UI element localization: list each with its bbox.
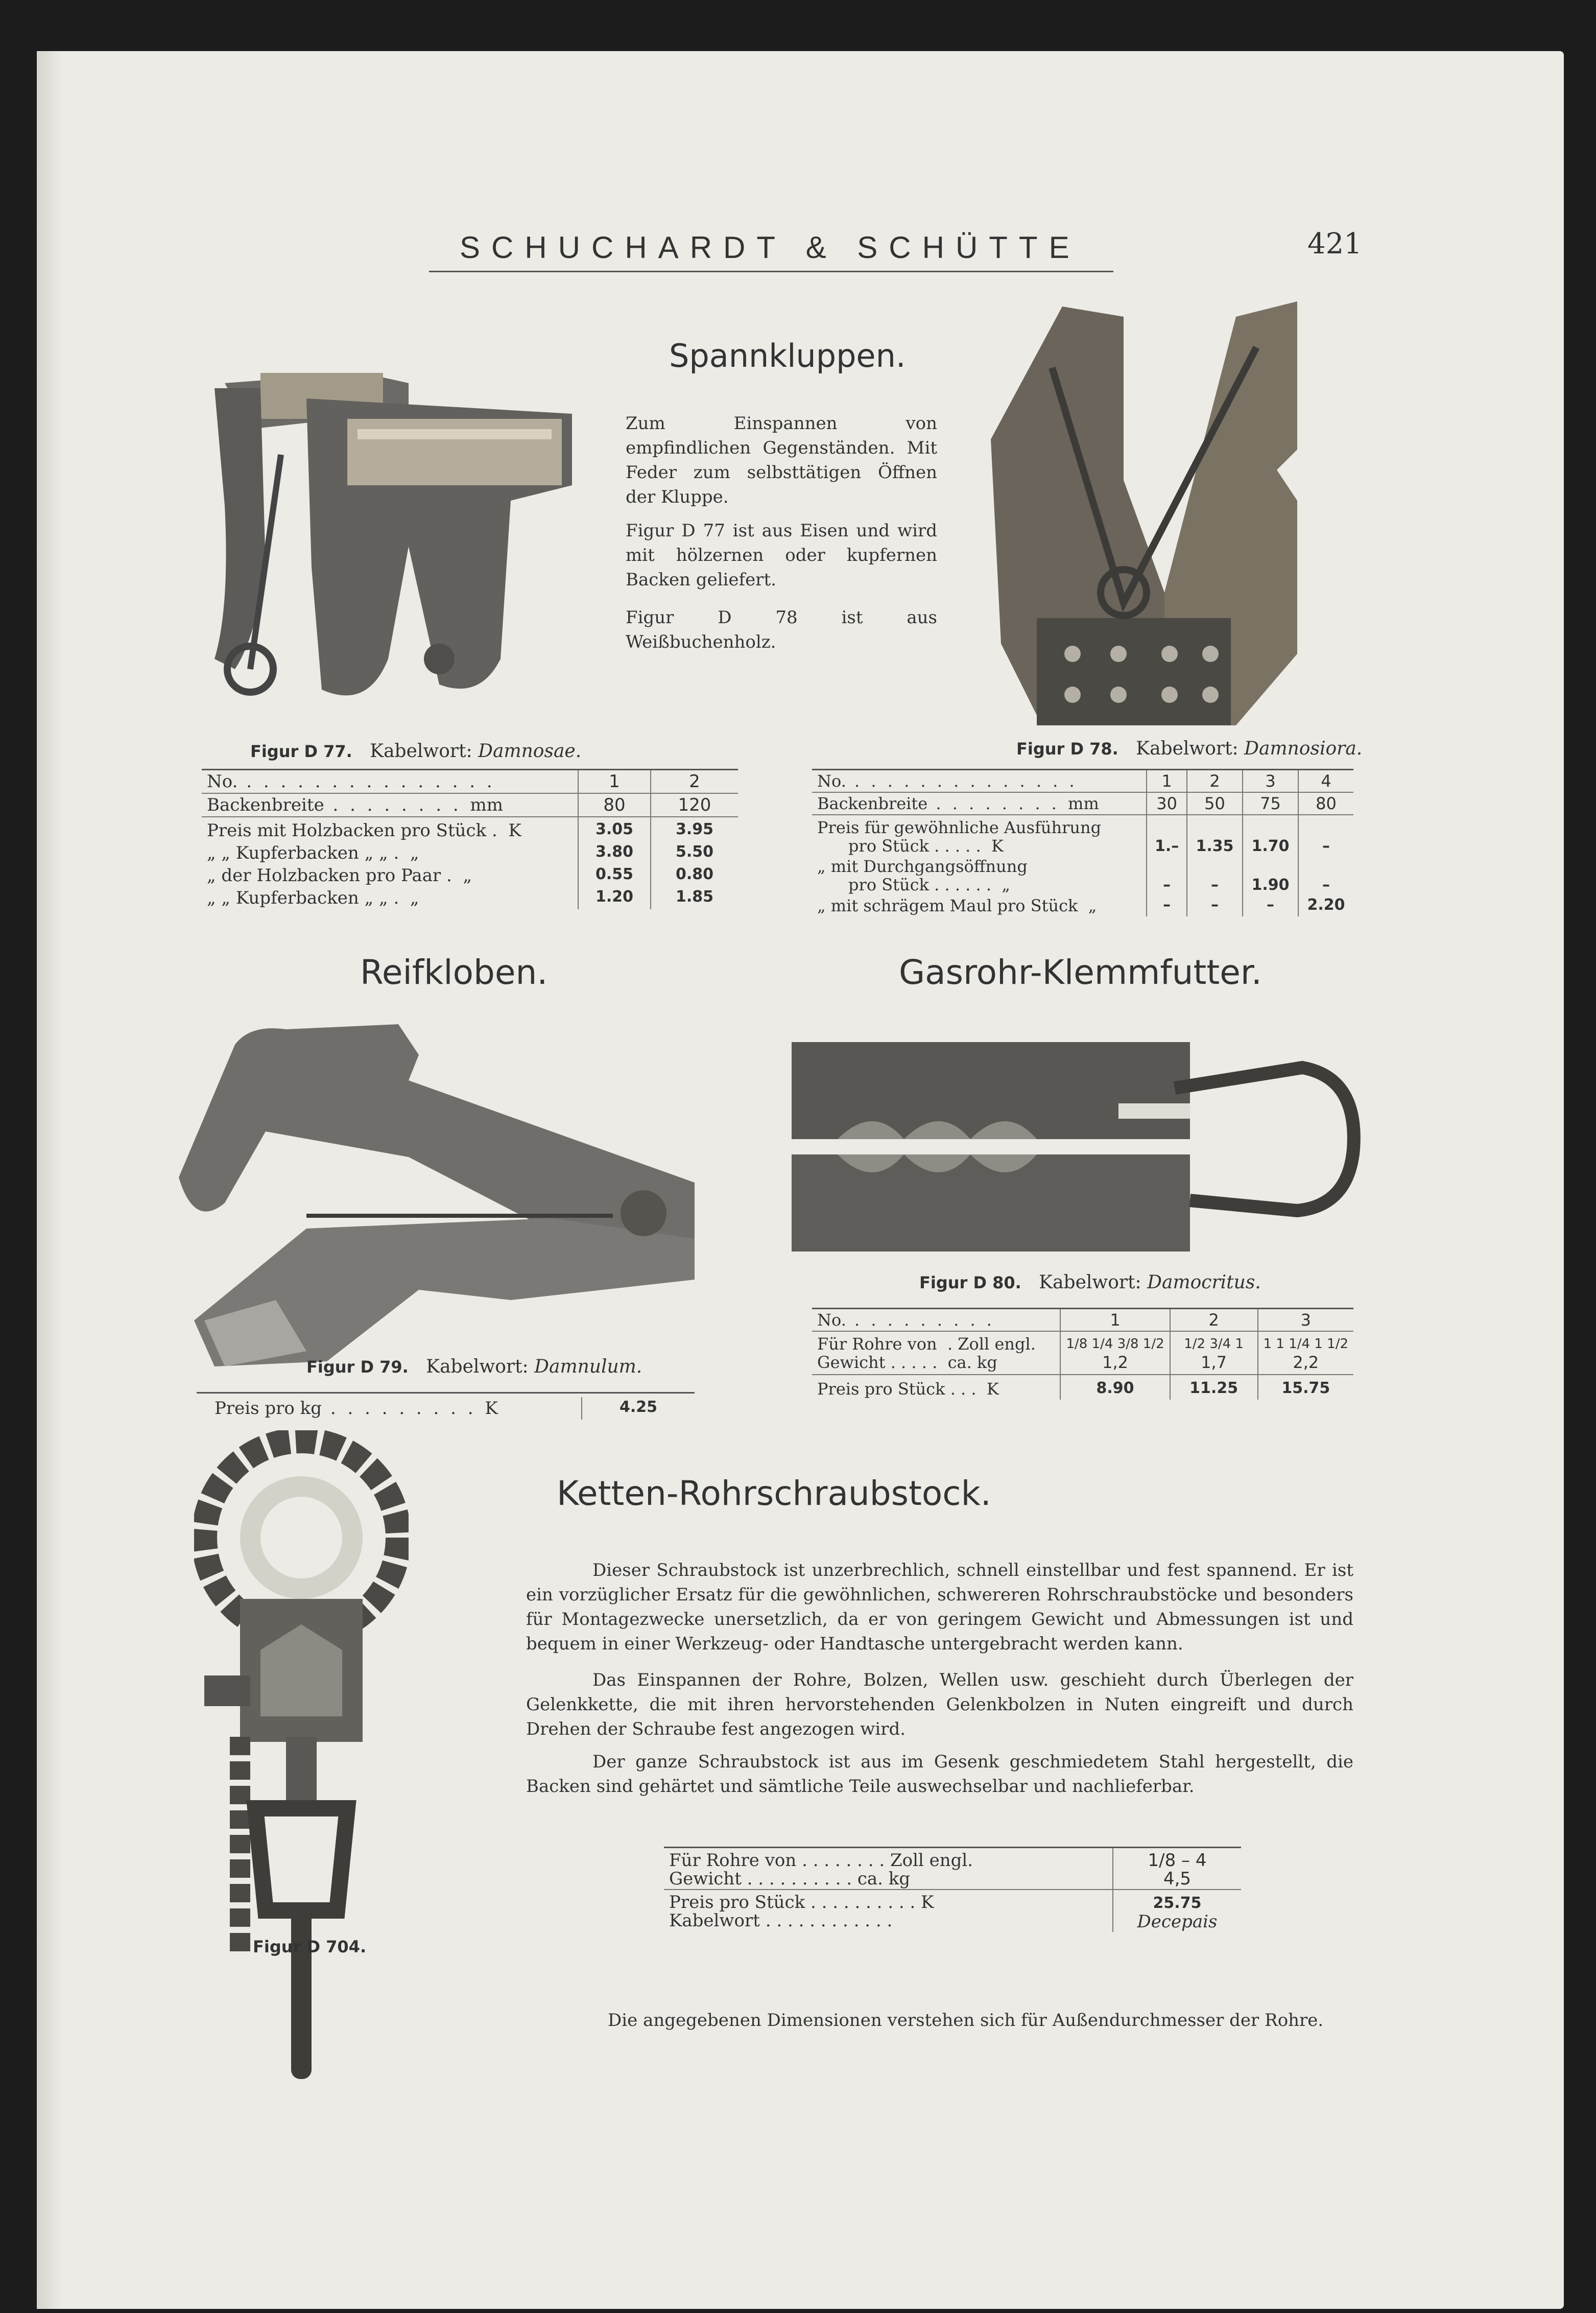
row-label-text: „ „ Kupferbacken „ „ . <box>207 888 399 908</box>
table-cell: 15.75 <box>1258 1375 1353 1400</box>
header-company: SCHUCHARDT & SCHÜTTE <box>460 230 1081 265</box>
rohre-label: Für Rohre von . . . . . . . . Zoll engl. <box>669 1850 973 1871</box>
price-rule <box>197 1392 695 1394</box>
table-d77 <box>202 769 738 909</box>
col-label: No. . . . . . . . . . <box>812 1309 1060 1332</box>
table-cell: 3.05 <box>578 817 651 842</box>
figure-d79-caption <box>306 1356 642 1377</box>
backenbreite-label: Backenbreite <box>207 795 324 815</box>
table-cell: – <box>1243 895 1298 916</box>
table-cell: 80 <box>578 793 651 817</box>
unit: K <box>991 836 1004 856</box>
table-cell: 1.20 <box>578 887 651 909</box>
table-cell: 11.25 <box>1170 1375 1258 1400</box>
table-cell: 3.80 <box>578 842 651 864</box>
rohre-value: 1/8 1/4 3/8 1/2 <box>1066 1336 1164 1352</box>
table-cell: – <box>1187 895 1243 916</box>
reifkloben-title: Reifkloben. <box>360 953 548 992</box>
unit: „ <box>410 888 419 908</box>
rohre-value: 1 1 1/4 1 1/2 <box>1263 1336 1348 1352</box>
table-cell: 80 <box>1298 792 1353 815</box>
col-header: 3 <box>1258 1309 1353 1332</box>
row-label <box>812 815 1147 856</box>
row-label <box>812 856 1147 895</box>
row-label-text: „ „ Kupferbacken „ „ . <box>207 843 399 863</box>
table-d78 <box>812 769 1353 916</box>
row-label-text: Preis für gewöhnliche Ausführung <box>817 818 1102 837</box>
col-header: 2 <box>1170 1309 1258 1332</box>
table-cell: 1.– <box>1147 815 1187 856</box>
gewicht-value: 1,2 <box>1102 1353 1128 1372</box>
figure-d77-label: Figur D 77. <box>250 742 352 761</box>
table-cell: 30 <box>1147 792 1187 815</box>
col-header: 1 <box>1147 770 1187 793</box>
no-label: No. <box>207 771 238 792</box>
unit: mm <box>1068 794 1099 813</box>
row-label: Backenbreite . . . . . . . . mm <box>202 793 578 817</box>
table-d80 <box>812 1308 1353 1400</box>
figure-d79-label: Figur D 79. <box>306 1357 409 1377</box>
figure-d80-image <box>781 1037 1364 1262</box>
kabelwort-value: Decepais <box>1137 1911 1218 1932</box>
table-cell: 1.90 <box>1243 856 1298 895</box>
gewicht-value: 4,5 <box>1163 1869 1192 1889</box>
rohre-value: 1/2 3/4 1 <box>1184 1336 1244 1352</box>
unit: ca. kg <box>947 1353 997 1372</box>
table-d79 <box>209 1397 695 1420</box>
preis-label: Preis pro Stück . . . <box>817 1379 976 1399</box>
rohre-value: 1/8 – 4 <box>1148 1850 1207 1871</box>
gasrohr-title: Gasrohr-Klemmfutter. <box>899 953 1262 992</box>
row-label-text: „ mit schrägem Maul pro Stück <box>817 896 1078 915</box>
kabelwort-value: Damnosae. <box>478 741 582 762</box>
kabelwort-label: Kabelwort: <box>1039 1272 1141 1293</box>
unit: . Zoll engl. <box>947 1334 1036 1354</box>
col-header: 1 <box>1060 1309 1170 1332</box>
col-label: No. . . . . . . . . . . . . . . <box>812 770 1147 793</box>
row-label <box>664 1890 1113 1932</box>
figure-d78-label: Figur D 78. <box>1016 739 1118 759</box>
table-d704 <box>664 1847 1241 1932</box>
gewicht-label: Gewicht . . . . . . . . . . ca. kg <box>669 1869 911 1889</box>
col-header: 2 <box>1187 770 1243 793</box>
unit: K <box>508 820 521 841</box>
table-cell: – <box>1298 815 1353 856</box>
table-cell: 0.80 <box>651 864 738 887</box>
table-cell <box>1060 1331 1170 1375</box>
row-label-text: pro Stück . . . . . . <box>848 875 992 894</box>
page-gutter <box>37 51 62 2309</box>
row-label-text: Preis mit Holzbacken pro Stück . <box>207 820 497 841</box>
table-cell <box>1258 1331 1353 1375</box>
rohre-label: Für Rohre von <box>817 1334 937 1354</box>
col-header: 3 <box>1243 770 1298 793</box>
col-label: No. . . . . . . . . . . . . . . . <box>202 770 578 794</box>
page-number: 421 <box>1307 227 1362 261</box>
gewicht-label: Gewicht . . . . . <box>817 1353 938 1372</box>
table-cell: 1.85 <box>651 887 738 909</box>
table-cell: 5.50 <box>651 842 738 864</box>
figure-d78-caption <box>1016 738 1362 759</box>
unit: „ <box>410 843 419 863</box>
preis-label: Preis pro Stück . . . . . . . . . . K <box>669 1892 934 1913</box>
row-label <box>202 887 578 909</box>
kabelwort-value: Damnulum. <box>534 1356 642 1377</box>
no-label: No. <box>817 1310 846 1330</box>
col-header: 1 <box>578 770 651 794</box>
figure-d80-label: Figur D 80. <box>919 1273 1021 1292</box>
table-cell: 3.95 <box>651 817 738 842</box>
figure-d78-image <box>970 286 1338 730</box>
figure-d704-label: Figur D 704. <box>253 1937 367 1956</box>
figure-d80-caption <box>919 1272 1261 1293</box>
col-header: 4 <box>1298 770 1353 793</box>
table-cell: – <box>1298 856 1353 895</box>
spannkluppen-para2: Figur D 77 ist aus Eisen und wird mit hölzernen oder kupfernen Backen geliefert. <box>626 521 937 590</box>
spannkluppen-para3: Figur D 78 ist aus Weißbuchenholz. <box>626 607 937 652</box>
kabelwort-label: Kabelwort . . . . . . . . . . . . <box>669 1910 893 1931</box>
table-cell: 2.20 <box>1298 895 1353 916</box>
table-cell: – <box>1147 856 1187 895</box>
kabelwort-label: Kabelwort: <box>426 1356 529 1377</box>
kabelwort-label: Kabelwort: <box>1136 738 1238 759</box>
kabelwort-value: Damocritus. <box>1147 1272 1261 1293</box>
row-label: Backenbreite . . . . . . . . mm <box>812 792 1147 815</box>
footnote: Die angegebenen Dimensionen verstehen sich für Außendurchmesser der Rohre. <box>608 2010 1324 2031</box>
table-cell: 1.35 <box>1187 815 1243 856</box>
table-cell <box>1170 1331 1258 1375</box>
unit: K <box>485 1398 498 1419</box>
spannkluppen-para1: Zum Einspannen von empfindlichen Gegenständen. Mit Feder zum selbsttätigen Öffnen der Kluppe. <box>626 413 937 507</box>
row-label <box>812 1375 1060 1400</box>
table-cell: 1.70 <box>1243 815 1298 856</box>
table-cell: 50 <box>1187 792 1243 815</box>
col-header: 2 <box>651 770 738 794</box>
unit: „ <box>1002 875 1010 894</box>
table-cell: 75 <box>1243 792 1298 815</box>
row-label <box>812 1331 1060 1375</box>
table-cell <box>1113 1848 1241 1890</box>
figure-d79-image <box>153 1014 725 1382</box>
header-rule <box>429 271 1113 272</box>
unit: „ <box>463 865 472 886</box>
price-value: 4.25 <box>582 1397 695 1420</box>
figure-d704-caption <box>253 1936 366 1957</box>
ketten-para1: Dieser Schraubstock ist unzerbrechlich, schnell einstellbar und fest spannend. Er ist ein vorzüglicher Ersatz für die gewöhnlichen, schwereren Rohrschraubstöcke und besonders für Montagezwecke unersetzlich, da er von geringem Gewicht und Abmessungen ist und bequem in einer Werkzeug- oder Handtasche untergebracht werden kann. <box>526 1560 1353 1654</box>
ketten-para2: Das Einspannen der Rohre, Bolzen, Wellen usw. geschieht durch Überlegen der Gelenkkette, die mit ihren hervorstehenden Gelenkbolzen in Nuten eingreift und durch Drehen der Schraube fest angezogen wird. <box>526 1670 1353 1739</box>
table-cell: – <box>1187 856 1243 895</box>
table-cell: – <box>1147 895 1187 916</box>
row-label-text: „ mit Durchgangsöffnung <box>817 857 1028 876</box>
figure-d704-image <box>194 1430 409 2094</box>
gewicht-value: 1,7 <box>1201 1353 1227 1372</box>
ketten-para3: Der ganze Schraubstock ist aus im Gesenk geschmiedetem Stahl hergestellt, die Backen sind gehärtet und sämtliche Teile auswechselbar und nachlieferbar. <box>526 1752 1353 1797</box>
unit: K <box>986 1379 999 1399</box>
row-label <box>202 842 578 864</box>
row-label <box>202 864 578 887</box>
row-label: Preis pro kg . . . . . . . . . K <box>215 1398 498 1419</box>
kabelwort-value: Damnosiora. <box>1244 738 1363 759</box>
table-cell <box>1113 1890 1241 1932</box>
backenbreite-label: Backenbreite <box>817 794 928 813</box>
unit: mm <box>470 795 503 815</box>
figure-d77-image <box>194 352 592 741</box>
row-label-text: pro Stück . . . . . <box>848 836 981 856</box>
table-cell: 0.55 <box>578 864 651 887</box>
table-cell: 120 <box>651 793 738 817</box>
row-label <box>202 817 578 842</box>
no-label: No. <box>817 771 846 791</box>
price-label: Preis pro kg <box>215 1398 322 1419</box>
row-label <box>664 1848 1113 1890</box>
preis-value: 25.75 <box>1153 1894 1202 1912</box>
kabelwort-label: Kabelwort: <box>370 741 472 762</box>
unit: „ <box>1088 896 1097 915</box>
row-label-text: „ der Holzbacken pro Paar . <box>207 865 452 886</box>
figure-d77-caption <box>250 741 581 762</box>
table-cell: 8.90 <box>1060 1375 1170 1400</box>
spannkluppen-title: Spannkluppen. <box>669 337 906 374</box>
ketten-title: Ketten-Rohrschraubstock. <box>557 1474 991 1513</box>
gewicht-value: 2,2 <box>1293 1353 1319 1372</box>
row-label <box>812 895 1147 916</box>
